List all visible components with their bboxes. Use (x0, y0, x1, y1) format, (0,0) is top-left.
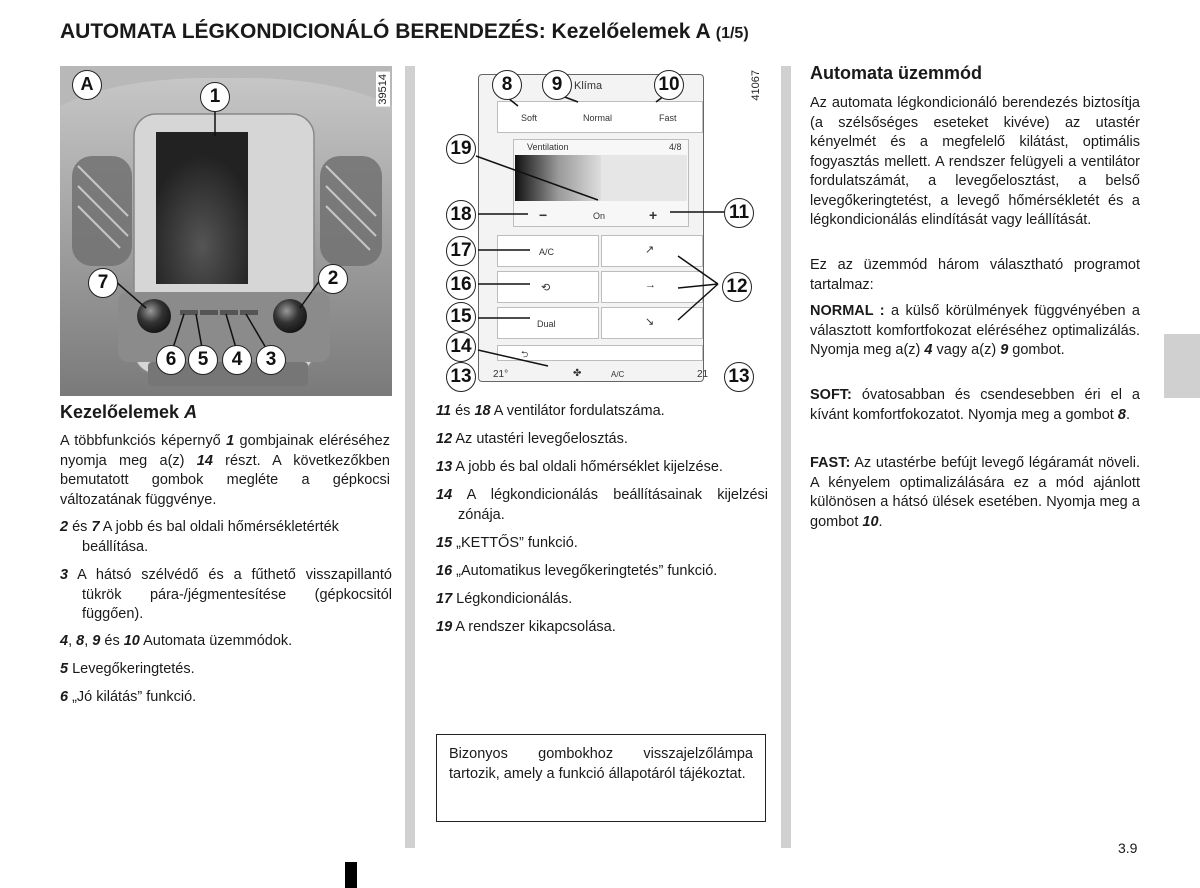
callout-8: 8 (492, 70, 522, 100)
airflow-lower-icon: ↘ (645, 316, 655, 328)
figure-code: 39514 (377, 74, 389, 105)
recirc-icon: ⟲ (541, 282, 551, 294)
dashboard-photo (60, 66, 392, 396)
callout-14: 14 (446, 332, 476, 362)
crop-mark (345, 862, 357, 888)
right-p1: Az automata légkondicionáló berendezés biztosítja (a szélsőséges eseteket kivéve) az utastér kényelmét és a megfelelő kilátást, optimális fogyasztás mellett. A rendszer felügyeli a ventilátor fordulatszámát, a levegőelosztást, a belső levegőkeringtetést, a levegő hőmérsékletét és a légkondicionálás elindítását vagy leállítását. (810, 95, 1140, 228)
figure-letter-a: A (72, 70, 102, 100)
fan-on-button[interactable]: On (593, 211, 606, 221)
left-heading: Kezelőelemek A (60, 402, 198, 422)
page-title: AUTOMATA LÉGKONDICIONÁLÓ BERENDEZÉS: Kezelőelemek A (1/5) (60, 20, 749, 43)
callout-13-left: 13 (446, 362, 476, 392)
fast-paragraph: FAST: Az utastérbe befújt levegő légáramát növeli. A kényelem optimalizálására ez a mód ajánlott különösen a hátsó ülések esetében. Nyomja meg a gombot 10. (810, 455, 1140, 530)
fan-icon: ✤ (573, 368, 582, 379)
back-icon[interactable]: ⮌ (521, 349, 529, 359)
callout-16: 16 (446, 270, 476, 300)
temp-right: 21 (697, 369, 709, 380)
column-divider-right (781, 66, 791, 848)
callout-5: 5 (188, 345, 218, 375)
callout-2: 2 (318, 264, 348, 294)
left-item: 5 Levegőkeringtetés. (60, 661, 195, 677)
callout-9: 9 (542, 70, 572, 100)
airflow-middle-icon: → (645, 279, 656, 291)
left-item: 3 A hátsó szélvédő és a fűthető visszapillantó tükrök pára-/jégmentesítése (gépkocsitól függően). (60, 567, 392, 622)
callout-19: 19 (446, 134, 476, 164)
mode-soft[interactable]: Soft (521, 113, 538, 123)
temp-left: 21° (493, 369, 509, 380)
callout-15: 15 (446, 302, 476, 332)
callout-13-right: 13 (724, 362, 754, 392)
callout-18: 18 (446, 200, 476, 230)
figure-b-leaders (438, 66, 768, 392)
mid-item: 11 és 18 A ventilátor fordulatszáma. (436, 403, 665, 419)
right-p2: Ez az üzemmód három választható programot tartalmaz: (810, 257, 1140, 293)
page-number: 3.9 (1118, 840, 1138, 856)
left-item: 2 és 7 A jobb és bal oldali hőmérsékletérték beállítása. (60, 519, 339, 555)
callout-1: 1 (200, 82, 230, 112)
mode-fast[interactable]: Fast (659, 113, 677, 123)
screen-title: Klíma (574, 80, 603, 92)
mid-item: 16 „Automatikus levegőkeringtetés” funkció. (436, 563, 718, 579)
figure-code: 41067 (750, 70, 762, 101)
mode-normal[interactable]: Normal (583, 113, 613, 123)
mid-item: 17 Légkondicionálás. (436, 591, 573, 607)
climate-screen-figure (438, 66, 768, 392)
mid-item: 14 A légkondicionálás beállításainak kijelzési zónája. (436, 487, 768, 523)
dual-label: Dual (537, 319, 556, 329)
bottom-ac-label: A/C (611, 370, 625, 379)
soft-paragraph: SOFT: óvatosabban és csendesebben éri el a kívánt komfortfokozatot. Nyomja meg a gombot 8. (810, 387, 1140, 423)
ac-label: A/C (539, 247, 555, 257)
callout-3: 3 (256, 345, 286, 375)
callout-10: 10 (654, 70, 684, 100)
callout-4: 4 (222, 345, 252, 375)
callout-17: 17 (446, 236, 476, 266)
left-item: 6 „Jó kilátás” funkció. (60, 689, 197, 705)
column-divider-left (405, 66, 415, 848)
mid-item: 12 Az utastéri levegőelosztás. (436, 431, 628, 447)
left-item: 4, 8, 9 és 10 Automata üzemmódok. (60, 633, 293, 649)
right-heading: Automata üzemmód (810, 63, 983, 83)
fan-minus-button[interactable]: − (539, 207, 548, 223)
mid-item: 15 „KETTŐS” funkció. (436, 535, 578, 551)
mid-item: 13 A jobb és bal oldali hőmérséklet kijelzése. (436, 459, 723, 475)
left-intro: A többfunkciós képernyő 1 gombjainak eléréséhez nyomja meg a(z) 14 részt. A következőkben bemutatott gombok megléte a gépkocsi változatának függvénye. (60, 433, 390, 508)
fan-plus-button[interactable]: + (649, 207, 658, 223)
callout-11: 11 (724, 198, 754, 228)
note-box: Bizonyos gombokhoz visszajelzőlámpa tartozik, amely a funkció állapotáról tájékoztat. (436, 734, 766, 822)
ventilation-label: Ventilation (527, 142, 569, 152)
dashboard-illustration (60, 66, 392, 396)
normal-paragraph: NORMAL : a külső körülmények függvényében a választott komfortfokozat eléréséhez optimalizálás. Nyomja meg a(z) 4 vagy a(z) 9 gombot. (810, 303, 1140, 358)
airflow-upper-icon: ↗ (645, 244, 655, 256)
mid-item: 19 A rendszer kikapcsolása. (436, 619, 616, 635)
ventilation-value: 4/8 (669, 142, 682, 152)
callout-7: 7 (88, 268, 118, 298)
chapter-tab (1164, 334, 1200, 398)
callout-6: 6 (156, 345, 186, 375)
callout-12: 12 (722, 272, 752, 302)
